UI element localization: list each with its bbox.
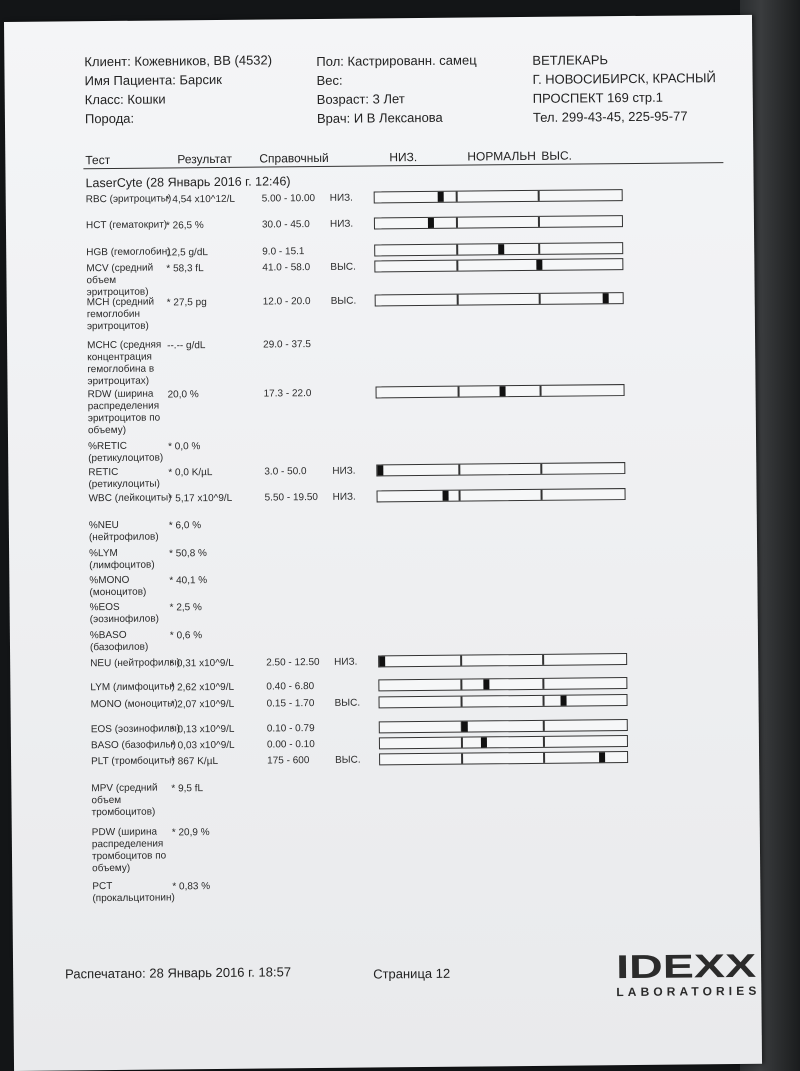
gauge-divider-low (461, 738, 463, 748)
test-name: MCH (средний гемоглобин эритроцитов) (86, 296, 155, 333)
test-result: * 20,9 % (171, 827, 210, 839)
test-result: * 5,17 x10^9/L (168, 492, 233, 505)
test-result: * 2,07 x10^9/L (170, 698, 235, 711)
range-gauge (378, 677, 627, 691)
gauge-divider-high (542, 679, 544, 689)
result-row (7, 334, 747, 388)
test-result: * 0,0 % (168, 441, 201, 453)
test-result: * 4,54 x10^12/L (165, 193, 235, 206)
result-row (9, 514, 749, 544)
test-result: * 0,0 K/µL (168, 467, 213, 479)
reference-range: 0.00 - 0.10 (266, 739, 315, 751)
result-flag: НИЗ. (334, 656, 358, 668)
reference-range: 5.00 - 10.00 (261, 193, 316, 205)
test-result: * 6,0 % (168, 520, 202, 532)
gauge-divider-low (459, 491, 461, 501)
range-gauge (374, 215, 623, 229)
range-gauge (374, 189, 623, 203)
test-name: MCV (средний объем эритроцитов) (86, 262, 154, 299)
result-row (6, 214, 746, 232)
test-result: * 867 K/µL (171, 755, 219, 768)
range-gauge (376, 384, 625, 398)
column-normal: НОРМАЛЬН (467, 148, 536, 164)
test-name: %NEU (нейтрофилов) (88, 519, 159, 544)
test-result: * 50,8 % (169, 548, 207, 560)
reference-range: 175 - 600 (267, 755, 310, 767)
reference-range: 17.3 - 22.0 (263, 388, 312, 400)
gauge-marker (599, 752, 605, 762)
column-result: Результат (177, 151, 232, 167)
clinic-phone: Тел. 299-43-45, 225-95-77 (532, 108, 688, 125)
patient-weight: Вес: (316, 72, 343, 89)
test-result: * 40,1 % (169, 575, 208, 587)
column-low: НИЗ. (389, 150, 418, 165)
gauge-divider-high (541, 490, 543, 500)
patient-class: Класс: Кошки (84, 91, 166, 108)
test-name: LYM (лимфоциты) (90, 681, 175, 694)
svg-text:IDEXX: IDEXX (615, 947, 716, 986)
test-name: MCHC (средняя концентрация гемоглобина в эритроцитах) (87, 339, 162, 388)
result-flag: ВЫС. (334, 697, 361, 709)
gauge-divider-high (542, 655, 544, 665)
test-name: %LYM (лимфоцитов) (89, 547, 155, 572)
range-gauge (379, 719, 628, 733)
patient-sex: Пол: Кастрированн. самец (316, 52, 477, 70)
test-name: BASO (базофилы) (90, 739, 177, 752)
result-flag: НИЗ. (332, 465, 356, 477)
gauge-divider-high (538, 244, 540, 254)
gauge-divider-high (542, 696, 544, 706)
lab-report-sheet (4, 15, 762, 1071)
gauge-marker (379, 656, 385, 666)
print-timestamp: Распечатано: 28 Январь 2016 г. 18:57 (65, 964, 292, 982)
range-gauge (379, 751, 628, 765)
gauge-divider-high (538, 217, 540, 227)
test-result: * 0,03 x10^9/L (170, 739, 235, 752)
test-name: %EOS (эозинофилов) (89, 601, 160, 626)
gauge-divider-low (461, 754, 463, 764)
gauge-marker (603, 293, 609, 303)
gauge-divider-low (460, 656, 462, 666)
gauge-marker (377, 465, 383, 475)
test-name: %RETIC (ретикулоцитов) (88, 440, 164, 465)
test-name: %MONO (моноцитов) (89, 574, 147, 599)
test-result: * 0,83 % (172, 881, 211, 893)
patient-age: Возраст: 3 Лет (316, 91, 405, 108)
test-name: HCT (гематокрит) (85, 219, 168, 232)
reference-range: 9.0 - 15.1 (262, 246, 305, 258)
result-flag: НИЗ. (332, 491, 356, 503)
column-test: Тест (85, 152, 111, 168)
gauge-divider-high (543, 721, 545, 731)
test-name: RETIC (ретикулоциты) (88, 466, 160, 491)
section-title: LaserCyte (28 Январь 2016 г. 12:46) (85, 174, 291, 191)
result-flag: ВЫС. (330, 261, 356, 273)
patient-breed: Порода: (84, 110, 135, 127)
range-gauge (378, 694, 627, 708)
gauge-divider-high (543, 737, 545, 747)
test-name: PCT (прокальцитонин) (92, 881, 175, 905)
test-result: * 0,13 x10^9/L (170, 723, 235, 736)
range-gauge (376, 462, 625, 476)
test-name: PLT (тромбоциты) (91, 755, 175, 768)
test-result: * 26,5 % (165, 220, 204, 232)
gauge-divider-low (457, 295, 459, 305)
column-high: ВЫС. (541, 148, 573, 163)
client-name: Клиент: Кожевников, ВВ (4532) (84, 52, 273, 70)
range-gauge (379, 735, 628, 749)
gauge-divider-low (458, 465, 460, 475)
gauge-divider-low (456, 245, 458, 255)
gauge-divider-high (540, 386, 542, 396)
reference-range: 5.50 - 19.50 (264, 492, 319, 504)
test-result: * 2,5 % (169, 602, 202, 614)
test-result: * 27,5 pg (166, 297, 207, 309)
gauge-marker (443, 491, 449, 501)
gauge-marker (536, 260, 542, 270)
test-name: PDW (ширина распределения тромбоцитов по объему) (91, 826, 167, 875)
reference-range: 2.50 - 12.50 (266, 657, 320, 669)
test-name: %BASO (базофилов) (89, 629, 149, 654)
gauge-divider-low (458, 387, 460, 397)
column-reference: Справочный (259, 150, 329, 166)
result-flag: ВЫС. (335, 754, 361, 766)
test-name: RBC (эритроциты) (85, 193, 172, 206)
test-result: * 0,6 % (169, 630, 203, 642)
reference-range: 3.0 - 50.0 (264, 466, 307, 478)
gauge-marker (462, 722, 468, 732)
gauge-divider-low (456, 261, 458, 271)
result-row (6, 241, 746, 259)
test-name: EOS (эозинофилы) (90, 723, 181, 736)
test-name: NEU (нейтрофилы) (90, 657, 180, 670)
patient-name: Имя Пациента: Барсик (84, 71, 222, 89)
gauge-marker (428, 218, 434, 228)
result-row (10, 676, 750, 694)
test-name: MONO (моноциты) (90, 698, 178, 711)
range-gauge (375, 292, 624, 306)
reference-range: 0.40 - 6.80 (266, 681, 315, 693)
gauge-divider-high (538, 191, 540, 201)
result-row (12, 875, 752, 905)
result-flag: НИЗ. (329, 192, 353, 204)
clinic-address-line2: ПРОСПЕКТ 169 стр.1 (532, 89, 664, 106)
gauge-marker (438, 192, 444, 202)
gauge-divider-high (543, 753, 545, 763)
clinic-address-line1: Г. НОВОСИБИРСК, КРАСНЫЙ (532, 70, 716, 87)
result-row (12, 821, 752, 875)
result-row (11, 693, 751, 711)
reference-range: 30.0 - 45.0 (261, 219, 310, 231)
test-result: * 58,3 fL (166, 263, 204, 275)
idexx-logo (612, 947, 760, 1000)
gauge-divider-low (460, 680, 462, 690)
gauge-divider-high (539, 294, 541, 304)
gauge-marker (481, 737, 487, 747)
range-gauge (378, 653, 627, 667)
gauge-marker (560, 696, 566, 706)
result-flag: НИЗ. (329, 218, 354, 230)
gauge-divider-low (460, 697, 462, 707)
gauge-divider-low (456, 218, 458, 228)
reference-range: 0.10 - 0.79 (266, 723, 315, 735)
page-number: Страница 12 (373, 965, 451, 982)
result-row (11, 718, 751, 736)
test-result: 12,5 g/dL (166, 247, 208, 259)
test-result: --.-- g/dL (167, 340, 206, 352)
result-flag: ВЫС. (330, 295, 357, 307)
test-result: * 2,62 x10^9/L (170, 681, 235, 694)
reference-range: 0.15 - 1.70 (266, 698, 315, 710)
reference-range: 29.0 - 37.5 (263, 339, 311, 351)
test-name: RDW (ширина распределения эритроцитов по объему) (87, 388, 161, 437)
range-gauge (374, 258, 623, 272)
svg-text:LABORATORIES: LABORATORIES (616, 983, 757, 1000)
test-result: * 0,31 x10^9/L (170, 657, 234, 670)
reference-range: 12.0 - 20.0 (262, 296, 311, 308)
result-row (11, 777, 751, 819)
test-name: HGB (гемоглобин) (86, 246, 171, 259)
clinic-name: ВЕТЛЕКАРЬ (532, 52, 609, 68)
gauge-divider-high (540, 464, 542, 474)
gauge-divider-low (456, 192, 458, 202)
gauge-marker (483, 679, 489, 689)
test-result: 20,0 % (167, 389, 199, 401)
doctor-name: Врач: И В Лексанова (316, 109, 443, 127)
test-result: * 9,5 fL (171, 783, 204, 795)
reference-range: 41.0 - 58.0 (262, 262, 311, 274)
gauge-marker (498, 244, 504, 254)
range-gauge (377, 488, 626, 502)
range-gauge (374, 242, 623, 256)
gauge-marker (500, 386, 506, 396)
test-name: WBC (лейкоциты) (88, 492, 172, 505)
test-name: MPV (средний объем тромбоцитов) (91, 782, 158, 819)
